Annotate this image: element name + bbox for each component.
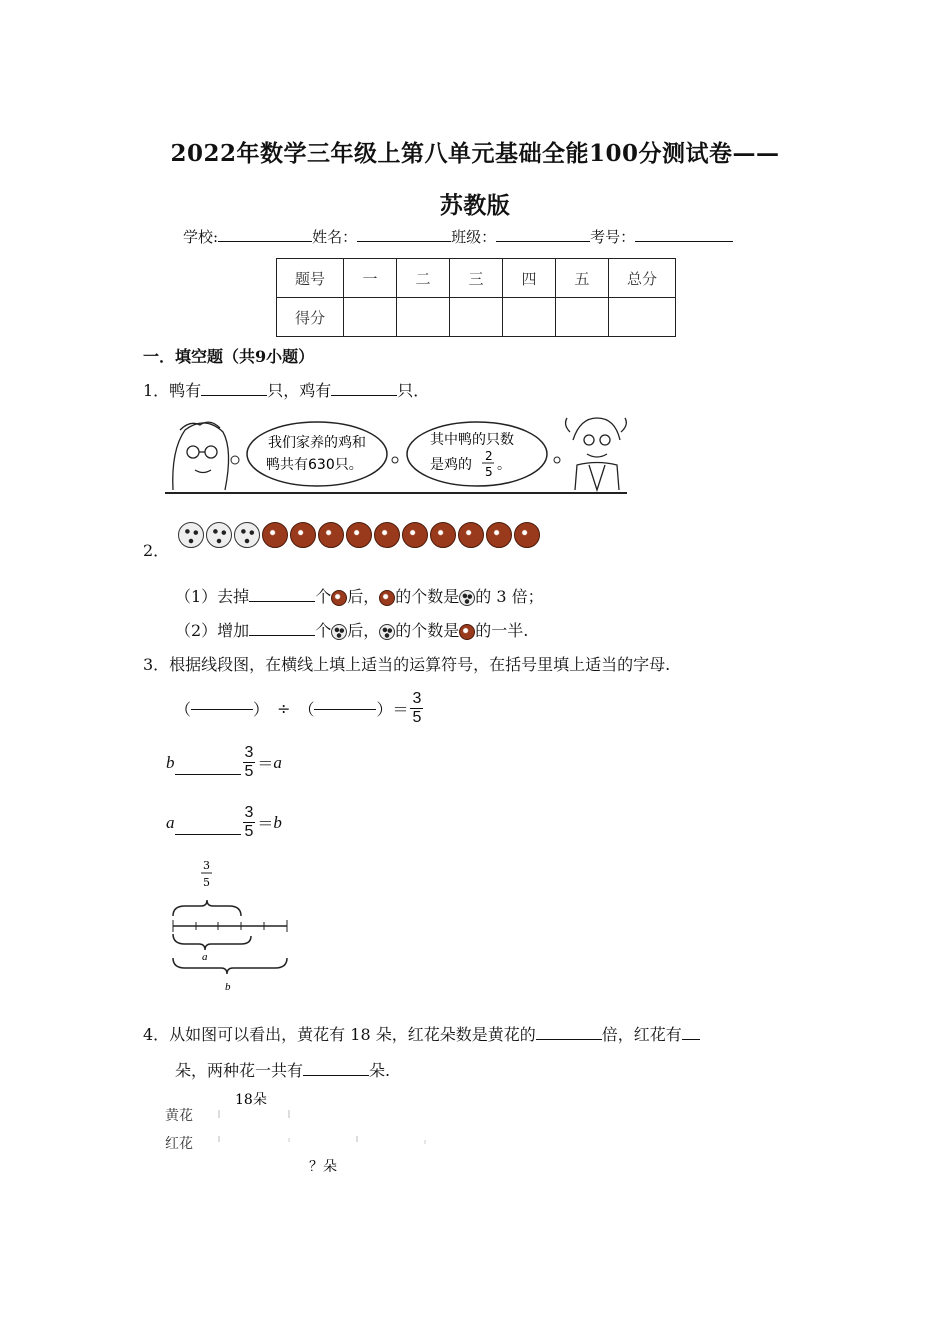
table-row: [277, 259, 676, 298]
q2-sub2-text-d: 的个数是: [395, 621, 460, 640]
q2-sub2-blank[interactable]: [249, 634, 315, 636]
table-cell: 总分: [609, 259, 676, 298]
score-cell[interactable]: [450, 298, 503, 337]
score-cell[interactable]: [556, 298, 609, 337]
label-18: 18朵: [235, 1092, 267, 1108]
volleyball-icon: [346, 522, 372, 548]
score-table: [276, 258, 676, 337]
q3-expr3-blank[interactable]: [175, 833, 241, 835]
student-info-line: [183, 226, 733, 247]
var-b: b: [273, 812, 282, 832]
name-label: 姓名：: [312, 228, 358, 246]
exam-no-blank[interactable]: [635, 240, 733, 242]
page-title: 2022年数学三年级上第八单元基础全能100分测试卷——: [170, 140, 780, 167]
q2-sub2-text-c: 后，: [347, 621, 380, 640]
volleyball-icon: [262, 522, 288, 548]
soccer-ball-icon: [331, 624, 347, 640]
q3-paren: ）: [253, 700, 270, 719]
q4-line1: [143, 1022, 700, 1045]
diagram-label-b: b: [225, 981, 231, 993]
exam-no-label: 考号：: [590, 228, 636, 246]
q2-number: 2．: [143, 541, 170, 560]
table-cell: 得分: [277, 298, 344, 337]
q3-divide-sign: ÷: [277, 699, 291, 718]
q1-text-b: 只，鸡有: [267, 381, 332, 400]
table-cell: 题号: [277, 259, 344, 298]
soccer-ball-icon: [206, 522, 232, 548]
volleyball-icon: [290, 522, 316, 548]
name-blank[interactable]: [357, 240, 451, 242]
q3-expr2: [166, 744, 282, 781]
q2-sub2: [175, 618, 528, 641]
q3-expr2-blank[interactable]: [175, 773, 241, 775]
q2-sub2-text-a: （2）增加: [175, 621, 250, 640]
q3-expr1-blank2[interactable]: [314, 708, 376, 710]
volleyball-icon: [331, 590, 347, 606]
q1-illustration: [165, 410, 630, 498]
diagram-frac-num: 3: [203, 859, 210, 872]
table-cell: 三: [450, 259, 503, 298]
girl-figure-icon: [173, 422, 229, 490]
bubble-left-line1: 我们家养的鸡和: [268, 435, 366, 451]
fraction: [410, 690, 423, 727]
brace-a: [173, 934, 251, 950]
q2-sub1: [175, 584, 544, 607]
bubble-right-line2: 是鸡的: [430, 457, 472, 473]
q4-segment-diagram: [163, 1088, 443, 1178]
volleyball-icon: [430, 522, 456, 548]
volleyball-icon: [379, 590, 395, 606]
var-a: a: [273, 752, 282, 772]
score-cell[interactable]: [609, 298, 676, 337]
q4-text-b: 倍，红花有: [601, 1025, 682, 1044]
class-label: 班级：: [451, 228, 497, 246]
score-cell[interactable]: [344, 298, 397, 337]
bubble-frac-num: 2: [485, 449, 493, 463]
table-cell: 四: [503, 259, 556, 298]
table-cell: 二: [397, 259, 450, 298]
soccer-ball-icon: [234, 522, 260, 548]
q1-text-a: 1．鸭有: [143, 381, 202, 400]
q4-text-a: 4．从如图可以看出，黄花有 18 朵，红花朵数是黄花的: [143, 1025, 536, 1044]
q2-sub2-text-e: 的一半.: [475, 621, 529, 640]
q4-red-blank[interactable]: [682, 1038, 700, 1040]
fraction: [243, 804, 256, 841]
q1-chicken-blank[interactable]: [331, 394, 397, 396]
brace-b: [173, 958, 287, 974]
bubble-right-line1: 其中鸭的只数: [430, 432, 514, 448]
section-heading: 一．填空题（共9小题）: [143, 347, 315, 366]
q3-equals: ＝: [257, 814, 274, 833]
q1-text-c: 只．: [397, 381, 430, 400]
soccer-ball-icon: [379, 624, 395, 640]
q3-paren: （: [298, 700, 315, 719]
q3-paren: ）: [376, 700, 393, 719]
var-a: a: [166, 812, 175, 832]
q2-sub1-text-a: （1）去掉: [175, 587, 250, 606]
label-unknown: ？朵: [309, 1159, 337, 1175]
q4-times-blank[interactable]: [536, 1038, 602, 1040]
fraction-denominator: 5: [412, 709, 422, 726]
table-row: [277, 298, 676, 337]
volleyball-icon: [402, 522, 428, 548]
bubble-left-line2: 鸭共有630只。: [266, 457, 363, 473]
diagram-frac-den: 5: [203, 876, 210, 889]
var-b: b: [166, 752, 175, 772]
q2-sub1-text-b: 个: [315, 587, 332, 606]
q4-text-c: 朵，两种花一共有: [175, 1061, 304, 1080]
q2-sub1-blank[interactable]: [249, 600, 315, 602]
fraction-denominator: 5: [244, 763, 254, 780]
bubble-frac-den: 5: [485, 465, 493, 479]
volleyball-icon: [458, 522, 484, 548]
q2-sub1-text-d: 的个数是: [395, 587, 460, 606]
volleyball-icon: [459, 624, 475, 640]
q2-sub1-text-c: 后，: [347, 587, 380, 606]
brace-top: [173, 900, 241, 916]
q2-balls-row: [178, 522, 542, 548]
fraction-numerator: 3: [412, 690, 422, 707]
volleyball-icon: [514, 522, 540, 548]
q3-expr1: [175, 690, 425, 727]
speech-bubble-left: [247, 422, 387, 486]
diagram-label-a: a: [202, 951, 208, 963]
score-cell[interactable]: [397, 298, 450, 337]
page-subtitle: 苏教版: [439, 192, 511, 219]
table-cell: 五: [556, 259, 609, 298]
score-cell[interactable]: [503, 298, 556, 337]
q3-equals: ＝: [257, 754, 274, 773]
soccer-ball-icon: [459, 590, 475, 606]
fraction-numerator: 3: [244, 744, 254, 761]
fraction: [243, 744, 256, 781]
q3-paren: （: [175, 700, 192, 719]
q4-line2: [175, 1058, 390, 1081]
label-red: 红花: [165, 1136, 193, 1152]
bubble-right-end: 。: [497, 457, 511, 473]
q3-expr3: [166, 804, 282, 841]
q4-text-d: 朵.: [369, 1061, 391, 1080]
q1-duck-blank[interactable]: [201, 394, 267, 396]
volleyball-icon: [374, 522, 400, 548]
q2-sub1-text-e: 的 3 倍；: [475, 587, 544, 606]
question-1: [143, 378, 429, 401]
school-label: 学校:: [183, 228, 219, 246]
fraction-numerator: 3: [244, 804, 254, 821]
table-cell: 一: [344, 259, 397, 298]
soccer-ball-icon: [178, 522, 204, 548]
q3-text: 3．根据线段图，在横线上填上适当的运算符号，在括号里填上适当的字母.: [143, 655, 671, 674]
volleyball-icon: [318, 522, 344, 548]
volleyball-icon: [486, 522, 512, 548]
school-blank[interactable]: [218, 240, 312, 242]
q3-expr1-blank1[interactable]: [191, 708, 253, 710]
q2-sub2-text-b: 个: [315, 621, 332, 640]
grandpa-figure-icon: [566, 418, 627, 490]
q3-segment-diagram: [165, 856, 295, 996]
q3-equals: ＝: [392, 700, 409, 719]
label-yellow: 黄花: [165, 1108, 193, 1124]
fraction-denominator: 5: [244, 823, 254, 840]
class-blank[interactable]: [496, 240, 590, 242]
q4-total-blank[interactable]: [303, 1074, 369, 1076]
